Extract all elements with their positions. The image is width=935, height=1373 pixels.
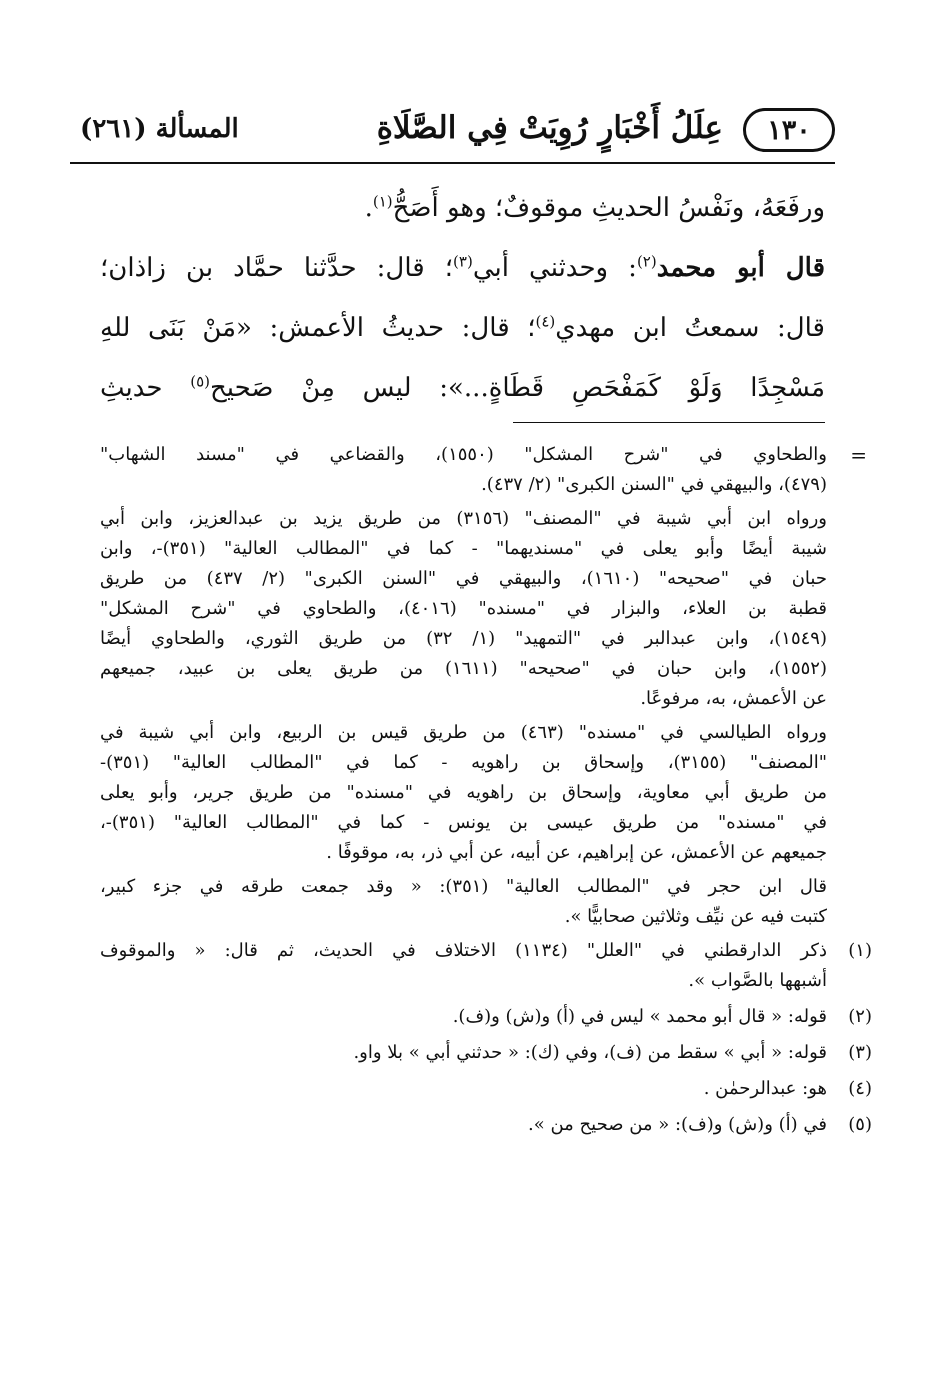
note-line: "المصنف" (٣١٥٥)، وإسحاق بن راهويه - كما في "المطالب العالية" (٣٥١)-	[100, 752, 827, 773]
note-paragraph-1	[100, 440, 827, 500]
footnote-number: (٣)	[848, 1042, 872, 1063]
footnote-line: في (أ) و(ش) و(ف): « من صحيح من ».	[528, 1114, 827, 1135]
footnote-1	[100, 936, 872, 996]
note-paragraph-2	[100, 504, 827, 714]
note-line: (٤٧٩)، والبيهقي في "السنن الكبرى" (٢/ ٤٣٧).	[481, 474, 827, 495]
note-line: في "مسنده" من طريق عيسى بن يونس - كما في "المطالب العالية" (٣٥١)-،	[100, 812, 827, 833]
main-line-4: مَسْجِدًا وَلَوْ كَمَفْحَصِ قَطَاةٍ...»: ليس مِنْ صَحيح$^{(٥)}$ حديثِ	[100, 372, 825, 403]
note-line: ورواه ابن أبي شيبة في "المصنف" (٣١٥٦) من طريق يزيد بن عبدالعزيز، وابن أبي	[100, 508, 827, 529]
note-line: (١٥٥٢)، وابن حبان في "صحيحه" (١٦١١) من طريق يعلى بن عبيد، جميعهم	[100, 658, 827, 679]
main-line-2: قال أبو محمد$^{(٢)}$: وحدثني أبي$^{(٣)}$؛ قال: حدَّثنا حمَّاد بن زاذان؛	[100, 252, 825, 283]
page-number: ١٣٠	[767, 114, 811, 146]
footnote-5	[100, 1110, 872, 1140]
footnote-line: قوله: « قال أبو محمد » ليس في (أ) و(ش) و(ف).	[452, 1006, 827, 1027]
footnote-ref-1[interactable]: (١)	[372, 192, 393, 211]
footnote-ref-5[interactable]: (٥)	[190, 372, 210, 391]
footnote-number: (٤)	[848, 1078, 872, 1099]
main-line-3: قال: سمعتُ ابن مهدي$^{(٤)}$؛ قال: حديثُ الأعمش: «مَنْ بَنَى للهِ	[100, 312, 825, 343]
note-paragraph-4	[100, 872, 827, 932]
note-paragraph-3	[100, 718, 827, 868]
note-line: حبان في "صحيحه" (١٦١٠)، والبيهقي في "السنن الكبرى" (٢/ ٤٣٧) من طريق	[100, 568, 827, 589]
main-line-1: ورفَعَهُ، ونَفْسُ الحديثِ موقوفٌ؛ وهو أَصَحُّ$^{(١)}$.	[364, 192, 825, 223]
footnote-separator	[513, 422, 825, 423]
footnote-ref-4[interactable]: (٤)	[535, 312, 556, 331]
continuation-mark: =	[850, 443, 867, 467]
note-line: والطحاوي في "شرح المشكل" (١٥٥٠)، والقضاعي في "مسند الشهاب"	[100, 444, 827, 465]
footnote-number: (٥)	[848, 1114, 872, 1135]
note-line: قطبة بن العلاء، والبزار في "مسنده" (٤٠١٦)، والطحاوي في "شرح المشكل"	[100, 598, 827, 619]
footnote-line: أشبهها بالصَّواب ».	[688, 970, 827, 991]
note-line: (١٥٤٩)، وابن عبدالبر في "التمهيد" (١/ ٣٢) من طريق الثوري، والطحاوي أيضًا	[100, 628, 827, 649]
footnotes-area	[100, 440, 872, 1146]
footnote-ref-2[interactable]: (٢)	[636, 252, 657, 271]
footnote-number: (٢)	[848, 1006, 872, 1027]
book-title: عِلَلُ أَخْبَارٍ رُوِيَتْ فِي الصَّلَاةِ	[376, 110, 723, 146]
page-header	[70, 108, 835, 156]
footnote-2	[100, 1002, 872, 1032]
footnote-ref-3[interactable]: (٣)	[453, 252, 473, 271]
header-rule	[70, 162, 835, 164]
main-text	[100, 178, 825, 418]
footnote-line: قوله: « أبي » سقط من (ف)، وفي (ك): « حدثني أبي » بلا واو.	[353, 1042, 827, 1063]
footnote-4	[100, 1074, 872, 1104]
issue-number: المسألة (٢٦١)	[80, 114, 239, 144]
page-number-badge	[743, 108, 835, 152]
note-line: عن الأعمش، به، مرفوعًا.	[640, 688, 827, 709]
footnote-line: ذكر الدارقطني في "العلل" (١١٣٤) الاختلاف في الحديث، ثم قال: « والموقوف	[100, 940, 827, 961]
note-line: ورواه الطيالسي في "مسنده" (٤٦٣) من طريق قيس بن الربيع، وابن أبي شيبة في	[100, 722, 827, 743]
note-line: جميعهم عن الأعمش، عن إبراهيم، عن أبيه، عن أبي ذر، به، موقوفًا .	[326, 842, 827, 863]
note-line: كتبت فيه عن نيِّف وثلاثين صحابيًّا ».	[564, 906, 827, 927]
continued-footnote	[100, 440, 867, 932]
note-line: من طريق أبي معاوية، وإسحاق بن راهويه في "مسنده" من طريق جرير، وأبو يعلى	[100, 782, 827, 803]
footnote-number: (١)	[848, 940, 872, 961]
footnote-3	[100, 1038, 872, 1068]
footnote-line: هو: عبدالرحمٰن .	[703, 1078, 827, 1099]
note-line: شيبة أيضًا وأبو يعلى في "مسنديهما" - كما في "المطالب العالية" (٣٥١)-، وابن	[100, 538, 827, 559]
note-line: قال ابن حجر في "المطالب العالية" (٣٥١): « وقد جمعت طرقه في جزء كبير،	[100, 876, 827, 897]
